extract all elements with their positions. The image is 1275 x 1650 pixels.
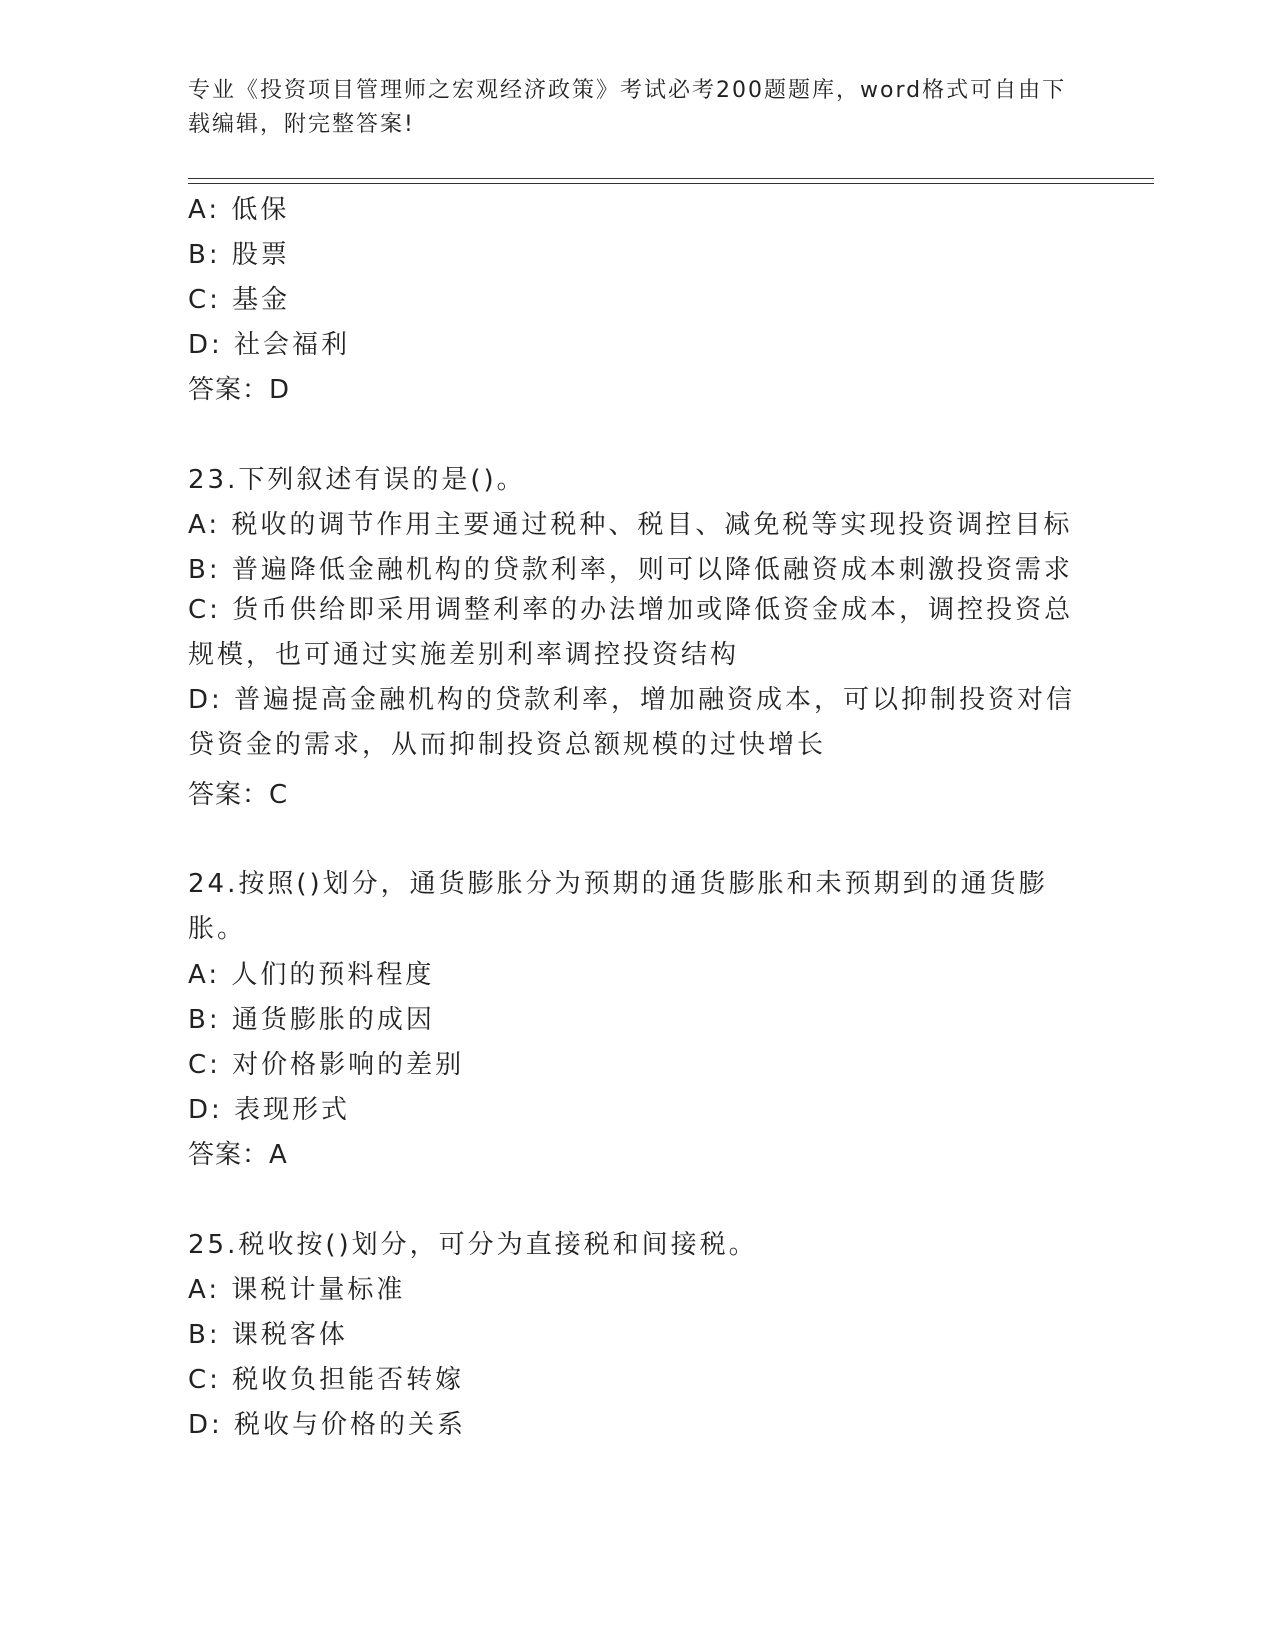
document-header: 专业《投资项目管理师之宏观经济政策》考试必考200题题库，word格式可自由下载编辑，附完整答案! <box>188 78 1067 137</box>
q22-answer: 答案：D <box>188 375 291 405</box>
q24-option-a: A: 人们的预料程度 <box>188 960 435 990</box>
q24-stem: 24.按照()划分，通货膨胀分为预期的通货膨胀和未预期到的通货膨胀。 <box>188 869 1048 944</box>
q25-option-b: B: 课税客体 <box>188 1320 348 1350</box>
q24-option-b: B: 通货膨胀的成因 <box>188 1005 435 1035</box>
header-divider-bottom <box>188 183 1154 184</box>
q25-stem: 25.税收按()划分，可分为直接税和间接税。 <box>188 1230 758 1260</box>
header-divider-top <box>188 178 1154 179</box>
q22-option-a: A: 低保 <box>188 195 290 225</box>
q23-option-b: B: 普遍降低金融机构的贷款利率，则可以降低融资成本刺激投资需求 <box>188 555 1073 585</box>
q23-option-d: D: 普遍提高金融机构的贷款利率，增加融资成本，可以抑制投资对信贷资金的需求，从而抑制投资总额规模的过快增长 <box>188 685 1076 760</box>
q25-option-c: C: 税收负担能否转嫁 <box>188 1365 465 1395</box>
q24-option-c: C: 对价格影响的差别 <box>188 1050 465 1080</box>
q24-answer: 答案：A <box>188 1140 288 1170</box>
q22-option-d: D: 社会福利 <box>188 330 351 360</box>
q22-option-b: B: 股票 <box>188 240 290 270</box>
q25-option-a: A: 课税计量标准 <box>188 1275 406 1305</box>
q23-answer: 答案：C <box>188 780 289 810</box>
q23-option-a: A: 税收的调节作用主要通过税种、税目、减免税等实现投资调控目标 <box>188 510 1073 540</box>
q25-option-d: D: 税收与价格的关系 <box>188 1410 467 1440</box>
q23-option-c: C: 货币供给即采用调整利率的办法增加或降低资金成本，调控投资总规模，也可通过实施差别利率调控投资结构 <box>188 595 1074 670</box>
q24-option-d: D: 表现形式 <box>188 1095 351 1125</box>
q23-stem: 23.下列叙述有误的是()。 <box>188 465 526 495</box>
q22-option-c: C: 基金 <box>188 285 291 315</box>
